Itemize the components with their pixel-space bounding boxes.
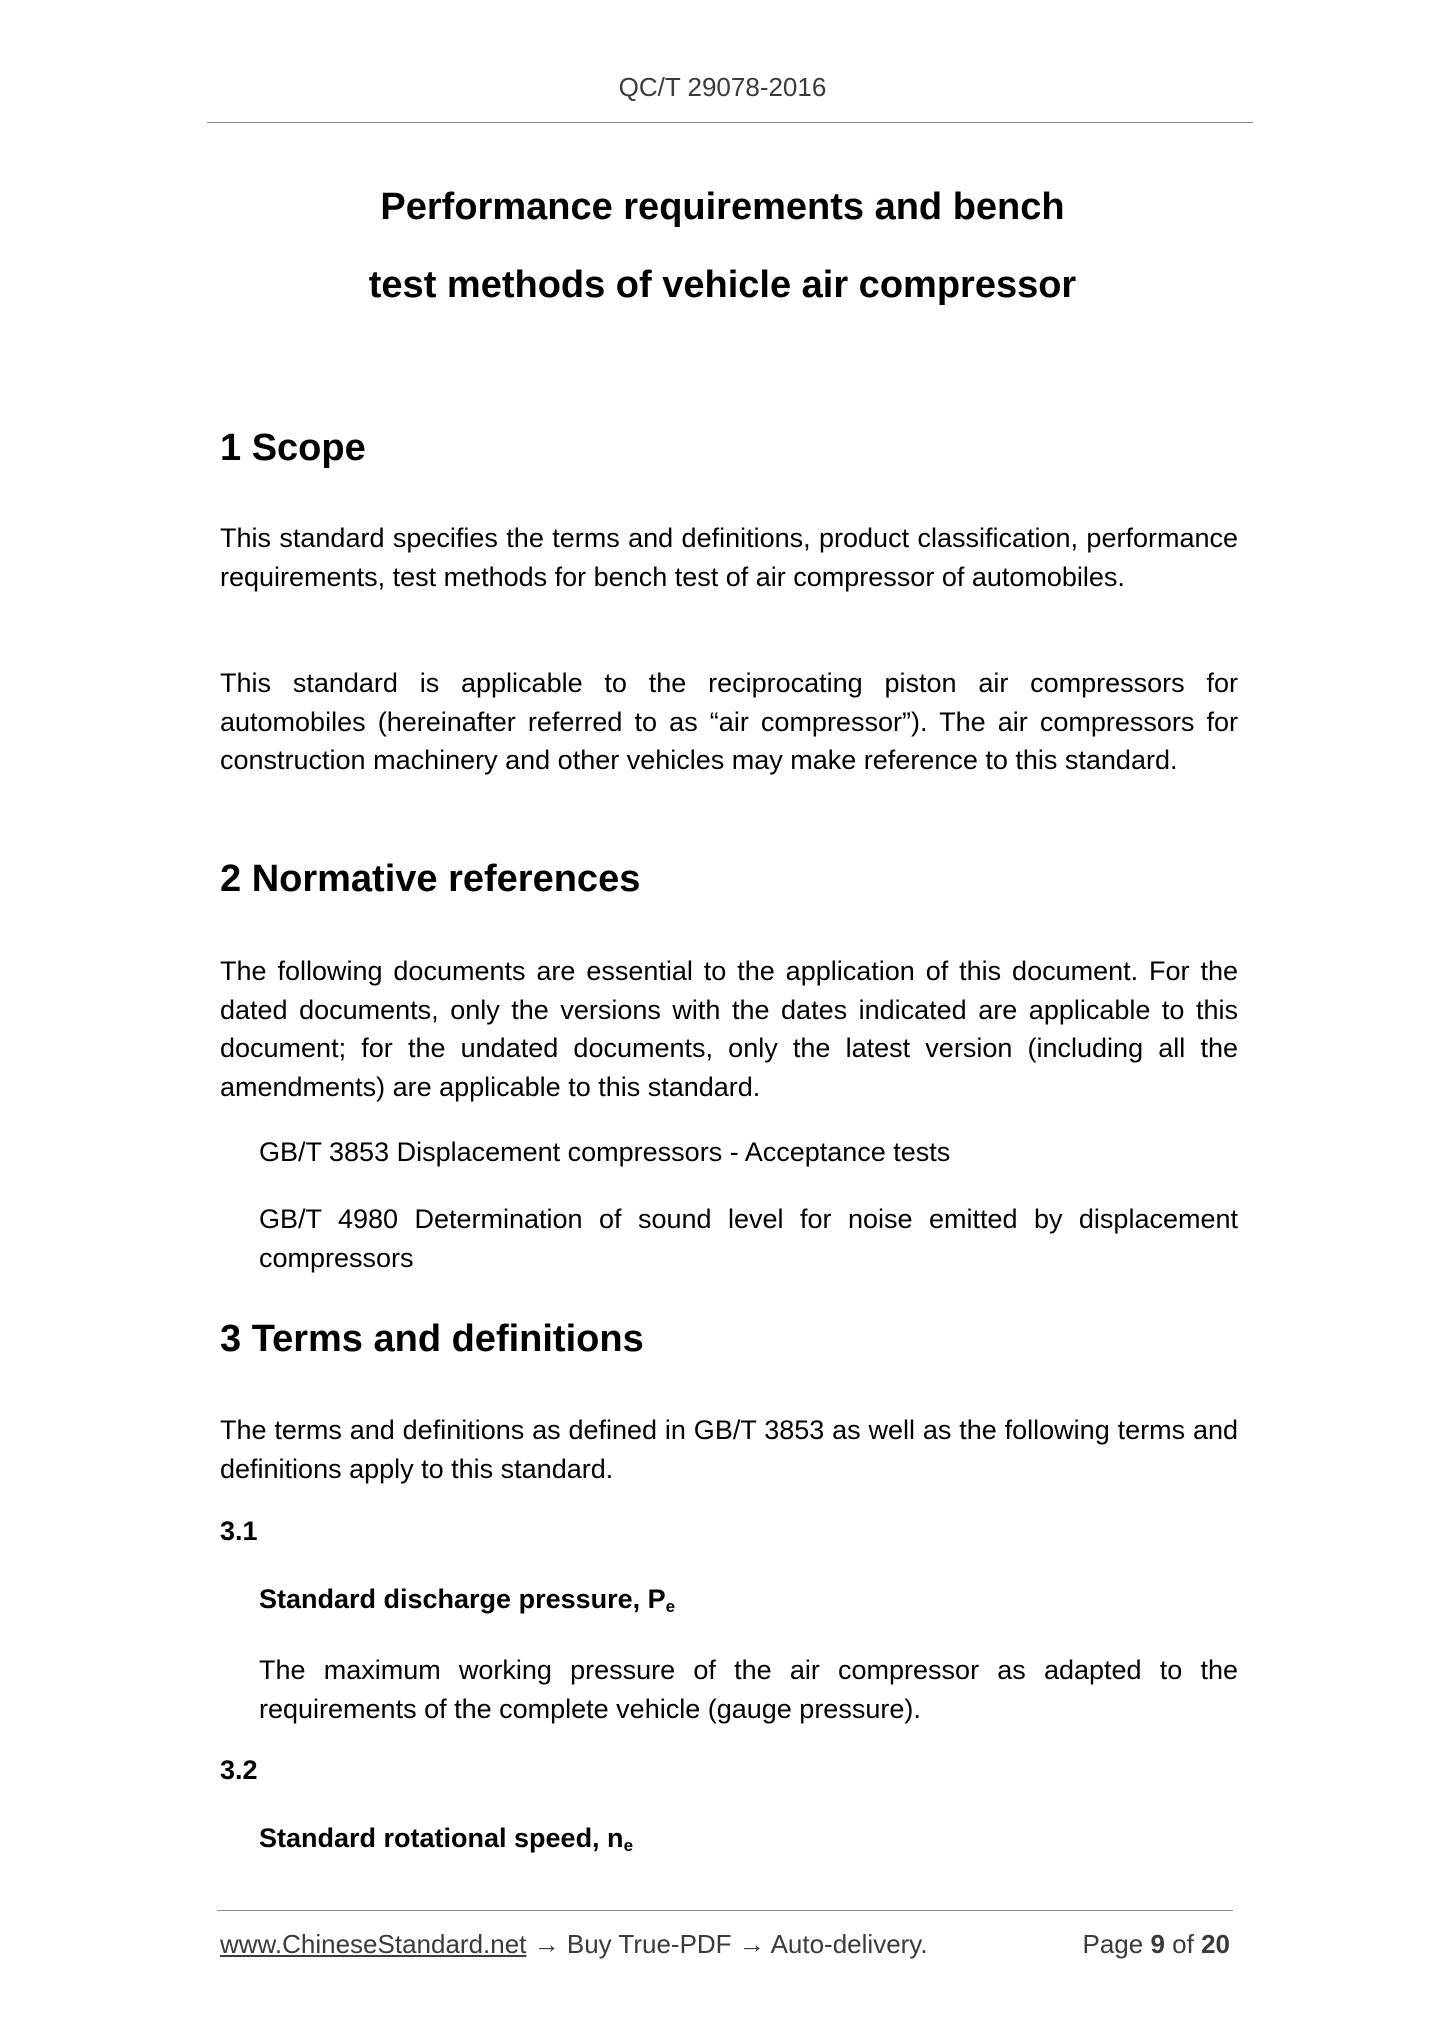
term-standard-rotational-speed: [259, 1823, 633, 1856]
section-heading-normative-references: 2 Normative references: [220, 858, 641, 900]
footer-tagline: → Buy True-PDF → Auto-delivery.: [526, 1929, 928, 1959]
definition-standard-discharge-pressure: The maximum working pressure of the air compressor as adapted to the requirements of the complete vehicle (gauge pressure).: [259, 1655, 1238, 1724]
section-heading-terms-definitions: 3 Terms and definitions: [220, 1318, 644, 1360]
reference-gbt-3853: GB/T 3853 Displacement compressors - Acceptance tests: [259, 1137, 951, 1167]
page-label: Page: [1082, 1929, 1144, 1959]
section-heading-scope: 1 Scope: [220, 427, 366, 469]
clause-number-3-2: 3.2: [220, 1755, 258, 1785]
scope-paragraph-1: This standard specifies the terms and definitions, product classification, performance requirements, test methods for bench test of air compressor of automobiles.: [220, 523, 1238, 592]
page-current: 9: [1150, 1929, 1165, 1959]
footer: [220, 1929, 1230, 1960]
header-divider: [207, 122, 1253, 123]
reference-gbt-4980: GB/T 4980 Determination of sound level for noise emitted by displacement compressors: [259, 1204, 1238, 1273]
term-label: Standard discharge pressure, P: [259, 1584, 666, 1614]
title-line-2: test methods of vehicle air compressor: [368, 264, 1077, 306]
term-subscript: e: [665, 1597, 676, 1616]
header-standard-id: QC/T 29078-2016: [618, 72, 827, 102]
term-subscript: e: [623, 1836, 634, 1855]
terms-intro-paragraph: The terms and definitions as defined in GB/T 3853 as well as the following terms and definitions apply to this standard.: [220, 1415, 1238, 1484]
clause-number-3-1: 3.1: [220, 1516, 258, 1546]
scope-paragraph-2: This standard is applicable to the reciprocating piston air compressors for automobiles (hereinafter referred to as “air compressor”). The air compressors for construction machinery and other vehicles may make reference to this standard.: [220, 668, 1238, 775]
document-title: [0, 168, 1445, 324]
term-standard-discharge-pressure: [259, 1584, 675, 1617]
website-link[interactable]: www.ChineseStandard.net: [220, 1929, 527, 1959]
term-label: Standard rotational speed, n: [259, 1823, 624, 1853]
page-of: of: [1172, 1929, 1194, 1959]
normative-paragraph: The following documents are essential to the application of this document. For the dated documents, only the versions with the dates indicated are applicable to this document; for the undated documents, only the latest version (including all the amendments) are applicable to this standard.: [220, 956, 1238, 1102]
page-total: 20: [1201, 1929, 1230, 1959]
title-line-1: Performance requirements and bench: [380, 186, 1065, 228]
page-indicator: [1082, 1929, 1230, 1960]
footer-divider: [217, 1910, 1233, 1911]
